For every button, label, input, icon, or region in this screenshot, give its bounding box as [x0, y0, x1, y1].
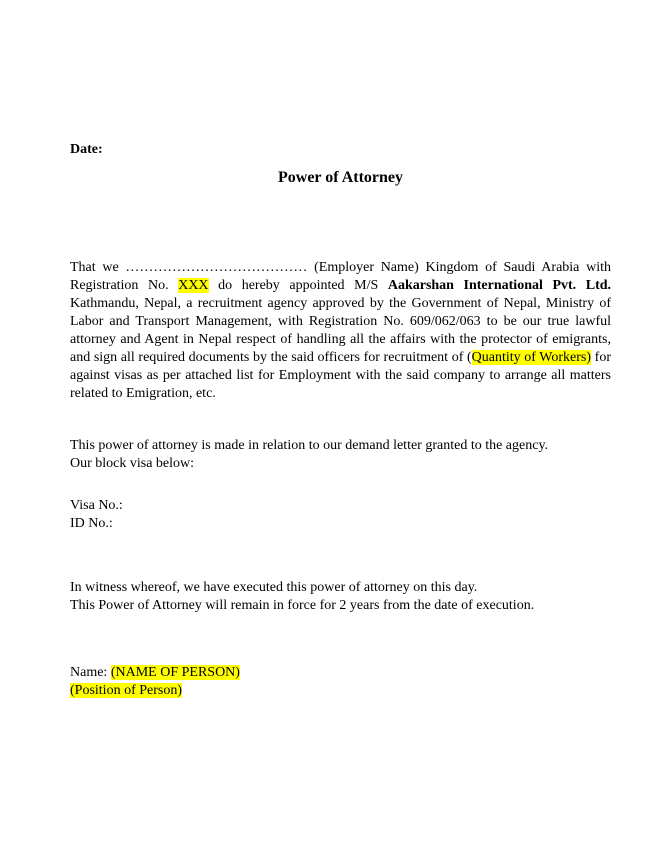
document-title: Power of Attorney	[278, 169, 403, 186]
registration-number-highlight: XXX	[178, 278, 209, 293]
block-visa-line: Our block visa below:	[70, 456, 195, 471]
paragraph-body-text: Kathmandu, Nepal, a recruitment agency approved by the Government of Nepal, Ministry of Labor and Transport Management, with Registration No. 609/062/063 to be our true lawful attorney and Agent in Nepal respect of handling all the affairs with the protector of emigrants, and sign all required documents by the said officers for recruitment of (	[70, 296, 611, 365]
name-label: Name:	[70, 665, 111, 680]
date-label: Date:	[70, 142, 103, 157]
paragraph-tail-text: for against visas as per attached list for Employment with the said company to arrange all matters related to Emigration, etc.	[70, 350, 611, 401]
signature-block	[70, 664, 611, 700]
paragraph-intro-text: That we ………………………………… (Employer Name) Kingdom of Saudi Arabia with Registration No.	[70, 260, 611, 293]
visa-no-label: Visa No.:	[70, 498, 123, 513]
name-of-person-highlight: (NAME OF PERSON)	[110, 665, 240, 680]
agency-name-bold: Aakarshan International Pvt. Ltd.	[387, 278, 612, 293]
quantity-of-workers-highlight: Quantity of Workers)	[471, 350, 592, 365]
id-no-label: ID No.:	[70, 516, 113, 531]
position-line	[70, 682, 611, 700]
position-of-person-highlight: (Position of Person)	[70, 683, 182, 698]
main-paragraph	[70, 259, 611, 403]
name-line	[70, 664, 611, 682]
demand-letter-paragraph	[70, 437, 611, 473]
visa-details-block	[70, 497, 611, 533]
witness-line: In witness whereof, we have executed this power of attorney on this day.	[70, 580, 478, 595]
validity-line: This Power of Attorney will remain in force for 2 years from the date of execution.	[70, 598, 535, 613]
witness-block	[70, 579, 611, 615]
demand-letter-line: This power of attorney is made in relation to our demand letter granted to the agency.	[70, 438, 549, 453]
paragraph-mid-text: do hereby appointed M/S	[208, 278, 388, 293]
